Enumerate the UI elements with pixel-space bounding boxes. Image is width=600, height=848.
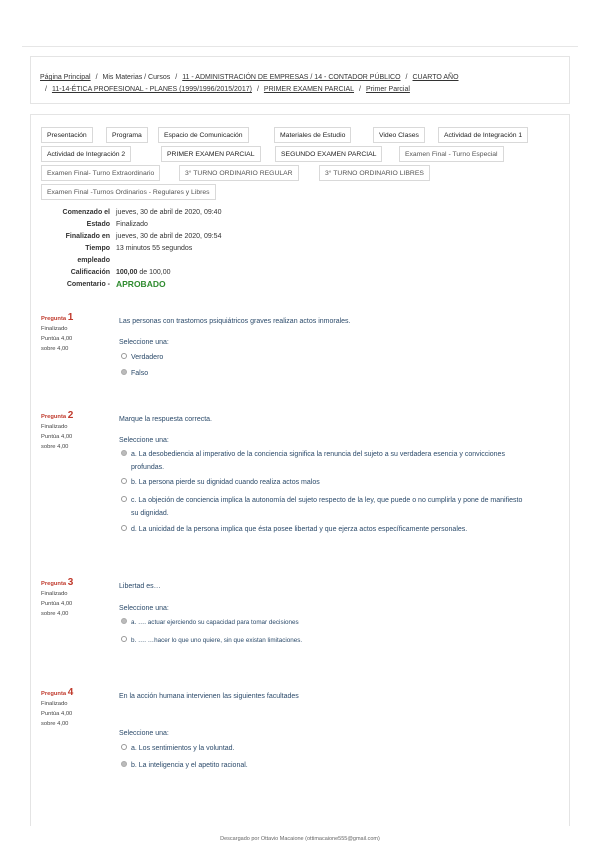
comment-value: APROBADO — [116, 279, 166, 289]
question-state: Finalizado — [41, 701, 68, 707]
question-text: Libertad es… — [119, 583, 161, 590]
radio-button[interactable] — [121, 744, 127, 750]
time-label: Tiempo — [85, 245, 110, 252]
question-prefix: Pregunta — [41, 316, 67, 322]
breadcrumb-year-link[interactable]: CUARTO AÑO — [412, 74, 459, 81]
grade-value: 100,00 — [116, 269, 138, 276]
question-number: 2 — [67, 410, 74, 421]
time-value: 13 minutos 55 segundos — [116, 245, 193, 252]
answer-label: a. Los sentimientos y la voluntad. — [131, 745, 235, 752]
radio-button[interactable] — [121, 761, 127, 767]
breadcrumb-panel — [30, 56, 570, 104]
tab-video-clases[interactable]: Video Clases — [373, 127, 425, 143]
breadcrumb-subject-link[interactable]: 11-14-ÉTICA PROFESIONAL - PLANES (1999/1996/2015/2017) — [51, 86, 252, 93]
question-max-score: sobre 4,00 — [41, 444, 69, 450]
question-max-score: sobre 4,00 — [41, 611, 69, 617]
answer-label: c. La objeción de conciencia implica la autonomía del sujeto respecto de la ley, que puede o no cumplirla y pone de manifiesto su dignidad. — [131, 497, 523, 517]
question-number: 1 — [67, 312, 74, 323]
select-one-label: Seleccione una: — [119, 730, 169, 737]
question-max-score: sobre 4,00 — [41, 346, 69, 352]
tab-tercer-turno-regular[interactable]: 3° TURNO ORDINARIO REGULAR — [179, 165, 299, 181]
answer-label: b. La inteligencia y el apetito racional. — [131, 762, 248, 769]
radio-button[interactable] — [121, 369, 127, 375]
question-info — [41, 578, 101, 619]
top-divider — [22, 46, 578, 47]
question-prefix: Pregunta — [41, 414, 67, 420]
question-state: Finalizado — [41, 326, 68, 332]
tab-comunicacion[interactable]: Espacio de Comunicación — [158, 127, 249, 143]
question-score: Puntúa 4,00 — [41, 336, 73, 342]
breadcrumb: Página Principal / Mis Materias / Cursos / 11 - ADMINISTRACIÓN DE EMPRESAS / 14 - CONTADOR PÚBLICO / CUARTO AÑO / 11-14-ÉTICA PROFESIONAL - PLANES (1999/1996/2015/2017) / PRIMER EXAMEN PARCIAL / Primer Parcial — [40, 74, 459, 93]
breadcrumb-home-link[interactable]: Página Principal — [40, 74, 91, 81]
question-prefix: Pregunta — [41, 691, 67, 697]
question-number: 4 — [67, 687, 74, 698]
question-info — [41, 688, 101, 729]
select-one-label: Seleccione una: — [119, 437, 169, 444]
tab-segundo-parcial[interactable]: SEGUNDO EXAMEN PARCIAL — [275, 146, 382, 162]
question-score: Puntúa 4,00 — [41, 711, 73, 717]
state-label: Estado — [86, 221, 110, 228]
answer-label: Falso — [131, 370, 149, 377]
question-text: Marque la respuesta correcta. — [119, 416, 212, 423]
quiz-review-panel — [30, 114, 570, 826]
question-info — [41, 313, 101, 354]
breadcrumb-courses: Mis Materias / Cursos — [102, 74, 171, 81]
tab-tercer-turno-libres[interactable]: 3° TURNO ORDINARIO LIBRES — [319, 165, 430, 181]
tab-final-extraordinario[interactable]: Examen Final- Turno Extraordinario — [41, 165, 160, 181]
radio-button[interactable] — [121, 525, 127, 531]
question-info — [41, 411, 101, 452]
select-one-label: Seleccione una: — [119, 339, 169, 346]
grade-label: Calificación — [70, 269, 110, 276]
state-value: Finalizado — [116, 221, 148, 228]
tab-actividad-1[interactable]: Actividad de Integración 1 — [438, 127, 528, 143]
breadcrumb-career-link[interactable]: 11 - ADMINISTRACIÓN DE EMPRESAS / 14 - CONTADOR PÚBLICO — [182, 74, 401, 81]
radio-button[interactable] — [121, 496, 127, 502]
time-label-cont: empleado — [77, 257, 110, 264]
answer-label: Verdadero — [131, 354, 164, 361]
breadcrumb-quiz-link[interactable]: Primer Parcial — [365, 86, 410, 93]
answer-label: a. La desobediencia al imperativo de la conciencia significa la renuncia del sujeto a su verdadera esencia y convicciones profundas. — [131, 451, 505, 471]
answer-label: a. …. actuar ejerciendo su capacidad para tomar decisiones — [131, 619, 299, 626]
tab-programa[interactable]: Programa — [106, 127, 148, 143]
question-state: Finalizado — [41, 424, 68, 430]
radio-button[interactable] — [121, 478, 127, 484]
answer-label: d. La unicidad de la persona implica que ésta posee libertad y que ejerza actos específicamente personales. — [131, 526, 468, 533]
question-score: Puntúa 4,00 — [41, 601, 73, 607]
answer-label: b. …. …hacer lo que uno quiere, sin que existan limitaciones. — [131, 637, 303, 644]
question-number: 3 — [67, 577, 74, 588]
finished-value: jueves, 30 de abril de 2020, 09:54 — [116, 233, 222, 240]
finished-label: Finalizado en — [65, 233, 110, 240]
tab-final-especial[interactable]: Examen Final - Turno Especial — [399, 146, 504, 162]
radio-button[interactable] — [121, 636, 127, 642]
question-text: En la acción humana intervienen las siguientes facultades — [119, 693, 299, 700]
tab-primer-parcial[interactable]: PRIMER EXAMEN PARCIAL — [161, 146, 261, 162]
tab-actividad-2[interactable]: Actividad de Integración 2 — [41, 146, 131, 162]
select-one-label: Seleccione una: — [119, 605, 169, 612]
question-text: Las personas con trastornos psiquiátricos graves realizan actos inmorales. — [119, 318, 351, 325]
question-score: Puntúa 4,00 — [41, 434, 73, 440]
answer-label: b. La persona pierde su dignidad cuando realiza actos malos — [131, 479, 320, 486]
comment-label: Comentario - — [66, 281, 110, 288]
question-max-score: sobre 4,00 — [41, 721, 69, 727]
radio-button[interactable] — [121, 353, 127, 359]
breadcrumb-section-link[interactable]: PRIMER EXAMEN PARCIAL — [263, 86, 355, 93]
tab-final-ordinarios[interactable]: Examen Final -Turnos Ordinarios - Regulares y Libres — [41, 184, 216, 200]
started-value: jueves, 30 de abril de 2020, 09:40 — [116, 209, 222, 216]
question-state: Finalizado — [41, 591, 68, 597]
radio-button[interactable] — [121, 450, 127, 456]
radio-button[interactable] — [121, 618, 127, 624]
started-label: Comenzado el — [62, 209, 110, 216]
question-prefix: Pregunta — [41, 581, 67, 587]
download-footer: Descargado por Ottavio Macaione (ottimacaione555@gmail.com) — [220, 836, 380, 842]
tab-materiales[interactable]: Materiales de Estudio — [274, 127, 351, 143]
grade-total: de 100,00 — [137, 269, 171, 276]
tab-presentacion[interactable]: Presentación — [41, 127, 93, 143]
